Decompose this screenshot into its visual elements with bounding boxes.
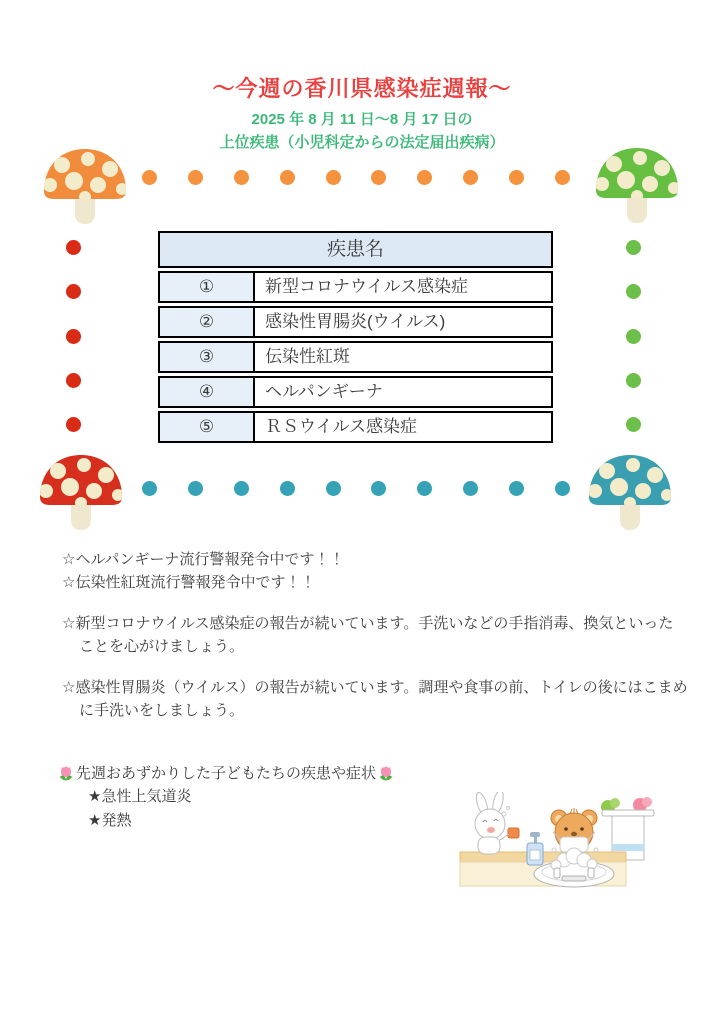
alert-line: ☆伝染性紅斑流行警報発令中です！！ (62, 574, 316, 591)
dot-border-right (626, 240, 641, 432)
decorative-dot (280, 481, 295, 496)
report-date-range: 2025 年 8 月 11 日～8 月 17 日の (251, 111, 473, 128)
decorative-dot (66, 284, 81, 299)
notice-paragraph (62, 612, 673, 658)
decorative-dot (509, 170, 524, 185)
notice-line: ことを心がけましょう。 (79, 638, 245, 655)
rank-number: ① (160, 273, 255, 301)
decorative-dot (626, 417, 641, 432)
dot-border-top (142, 170, 570, 185)
notice-line: に手洗いをしましょう。 (79, 702, 245, 719)
alert-section (62, 548, 344, 594)
symptom-item: ★急性上気道炎 (88, 788, 192, 805)
decorative-dot (66, 329, 81, 344)
decorative-dot (555, 481, 570, 496)
report-subtitle: 上位疾患（小児科定からの法定届出疾病） (219, 134, 505, 151)
decorative-dot (280, 170, 295, 185)
alert-line: ☆ヘルパンギーナ流行警報発令中です！！ (62, 551, 345, 568)
decorative-dot (626, 373, 641, 388)
decorative-dot (509, 481, 524, 496)
dot-border-left (66, 240, 81, 432)
decorative-dot (66, 373, 81, 388)
decorative-dot (417, 481, 432, 496)
decorative-dot (188, 170, 203, 185)
table-row (158, 341, 553, 373)
decorative-dot (66, 417, 81, 432)
tulip-icon (378, 765, 394, 782)
decorative-dot (142, 481, 157, 496)
symptom-item: ★発熱 (88, 812, 132, 829)
disease-ranking-table (158, 231, 553, 443)
notice-line: ☆感染性胃腸炎（ウイルス）の報告が続いています。調理や食事の前、トイレの後にはこまめ (62, 679, 688, 696)
table-row (158, 411, 553, 443)
decorative-dot (371, 170, 386, 185)
decorative-dot (555, 170, 570, 185)
rank-number: ④ (160, 378, 255, 406)
decorative-dot (417, 170, 432, 185)
tulip-icon (58, 765, 74, 782)
mushroom-bottom-right (585, 453, 675, 533)
rank-number: ② (160, 308, 255, 336)
disease-name: 感染性胃腸炎(ウイルス) (255, 308, 551, 336)
decorative-dot (66, 240, 81, 255)
disease-name: ヘルパンギーナ (255, 378, 551, 406)
notice-line: ☆新型コロナウイルス感染症の報告が続いています。手洗いなどの手指消毒、換気といった (62, 615, 674, 632)
table-row (158, 271, 553, 303)
decorative-dot (626, 329, 641, 344)
disease-name: 新型コロナウイルス感染症 (255, 273, 551, 301)
decorative-dot (463, 481, 478, 496)
handwashing-illustration (456, 792, 664, 894)
decorative-dot (463, 170, 478, 185)
table-row (158, 306, 553, 338)
decorative-dot (626, 284, 641, 299)
decorative-dot (234, 481, 249, 496)
mushroom-top-left (40, 147, 130, 227)
notice-paragraph (62, 676, 688, 722)
table-row (158, 376, 553, 408)
decorative-dot (326, 481, 341, 496)
decorative-dot (142, 170, 157, 185)
table-header-disease-name: 疾患名 (158, 231, 553, 268)
rank-number: ⑤ (160, 413, 255, 441)
dot-border-bottom (142, 481, 570, 496)
mushroom-bottom-left (36, 453, 126, 533)
page-title: ～今週の香川県感染症週報～ (212, 76, 512, 101)
decorative-dot (326, 170, 341, 185)
children-symptoms-section (56, 762, 396, 833)
decorative-dot (234, 170, 249, 185)
decorative-dot (371, 481, 386, 496)
decorative-dot (188, 481, 203, 496)
children-section-heading: 先週おあずかりした子どもたちの疾患や症状 (76, 765, 377, 782)
decorative-dot (626, 240, 641, 255)
rank-number: ③ (160, 343, 255, 371)
mushroom-top-right (592, 146, 682, 226)
disease-name: ＲＳウイルス感染症 (255, 413, 551, 441)
disease-name: 伝染性紅斑 (255, 343, 551, 371)
